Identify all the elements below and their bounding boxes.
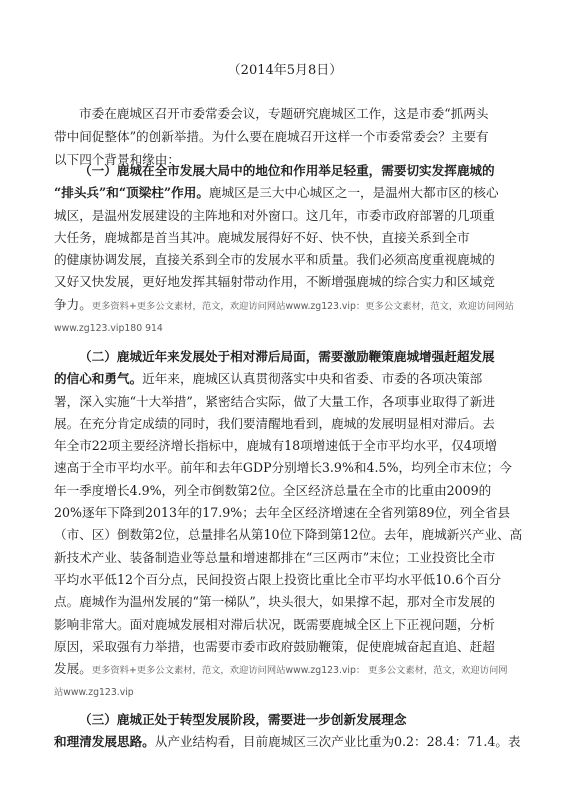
document-date: （2014年5月8日） [227, 63, 343, 78]
watermark-text: 更多资料+更多公文素材，范文，欢迎访问网站www.zg123.vip：更多公文素材，范文，欢迎访问网站 [91, 300, 514, 312]
section-2-line: 平均水平低12个百分点，民间投资占限上投资比重比全市平均水平低10.6个百分 [54, 571, 502, 587]
intro-line: 市委在鹿城区召开市委常委会议，专题研究鹿城区工作，这是市委“抓两头 [79, 106, 489, 121]
section-2-heading-cont: 的信心和勇气。 [54, 371, 143, 387]
section-2-line: 年全市22项主要经济增长指标中，鹿城有18项增速低于全市平均水平，仅4项增 [54, 438, 498, 454]
section-1-line: 的健康协调发展，直接关系到全市的发展水平和质量。我们必须高度重视鹿城的 [54, 252, 495, 268]
section-3 [54, 709, 524, 754]
section-2-line: 点。鹿城作为温州发展的“第一梯队”，块头很大，如果撑不起，那对全市发展的 [54, 594, 496, 610]
intro-line: 以下四个背景和缘由： [54, 152, 180, 167]
section-2-line: 原因，采取强有力举措，也需要市委市政府鼓励鞭策，促使鹿城奋起直追、赶超 [54, 638, 495, 654]
watermark-text: 更多资料+更多公文素材，范文，欢迎访问网站www.zg123.vip： 更多公文素材，范文，欢迎访问网 [91, 665, 508, 677]
section-2-line: 展。在充分肯定成绩的同时，我们要清醒地看到，鹿城的发展明显相对滞后。去 [54, 415, 495, 431]
section-1-line: 又好又快发展，更好地发挥其辐射带动作用，不断增强鹿城的综合实力和区域竞 [54, 274, 495, 290]
section-1-heading-cont: “排头兵”和“顶梁柱”作用。 [54, 185, 209, 201]
watermark-text: 站www.zg123.vip [54, 687, 134, 699]
section-2-text: 近年来，鹿城区认真贯彻落实中央和省委、市委的各项决策部 [142, 371, 483, 387]
section-2-line: （市、区）倒数第2位，总量排名从第10位下降到第12位。去年，鹿城新兴产业、高 [54, 527, 523, 543]
watermark-text: www.zg123.vip180 914 [54, 323, 163, 335]
section-1-line: 大任务，鹿城都是首当其冲。鹿城发展得好不好、快不快，直接关系到全市 [54, 229, 470, 245]
section-2-line [54, 368, 524, 390]
section-1-text: 鹿城区是三大中心城区之一，是温州大都市区的核心 [208, 185, 499, 201]
section-1-heading: （一）鹿城在全市发展大局中的地位和作用举足轻重，需要切实发挥鹿城的 [79, 163, 495, 178]
section-2-line: 年一季度增长4.9%，列全市倒数第2位。全区经济总量在全市的比重由2009的 [54, 482, 492, 498]
section-3-heading: （三）鹿城正处于转型发展阶段，需要进一步创新发展理念 [79, 712, 407, 727]
section-2-line [54, 658, 524, 682]
section-1-last: 争力。 [54, 296, 92, 312]
section-2-line: 新技术产业、装备制造业等总量和增速都排在“三区两市”末位；工业投资比全市 [54, 549, 496, 565]
section-2-last: 发展。 [54, 661, 92, 677]
section-2-line: 署，深入实施“十大举措”，紧密结合实际，做了大量工作，各项事业取得了新进 [54, 393, 496, 409]
section-2-heading: （二）鹿城近年来发展处于相对滞后局面，需要激励鞭策鹿城增强赶超发展 [79, 349, 495, 364]
section-2-line: 影响非常大。面对鹿城发展相对滞后状况，既需要鹿城全区上下正视问题，分析 [54, 616, 495, 632]
section-1-line [54, 182, 524, 204]
section-3-line [54, 731, 524, 753]
section-1-line [54, 294, 524, 318]
section-3-heading-cont: 和理清发展思路。 [54, 734, 155, 750]
section-1-line: 城区，是温州发展建设的主阵地和对外窗口。这几年，市委市政府部署的几项重 [54, 207, 495, 223]
intro-line: 带中间促整体”的创新举措。为什么要在鹿城召开这样一个市委常委会？主要有 [54, 129, 489, 144]
section-1 [54, 160, 524, 340]
section-3-text: 从产业结构看，目前鹿城区三次产业比重为0.2：28.4：71.4。表 [154, 734, 521, 750]
section-2-line: 速高于全市平均水平。前年和去年GDP分别增长3.9%和4.5%，均列全市末位；今 [54, 460, 512, 476]
section-2-line: 20%逐年下降到2013年的17.9%；去年全区经济增速在全省列第89位，列全省县 [54, 505, 511, 521]
section-2 [54, 346, 524, 705]
